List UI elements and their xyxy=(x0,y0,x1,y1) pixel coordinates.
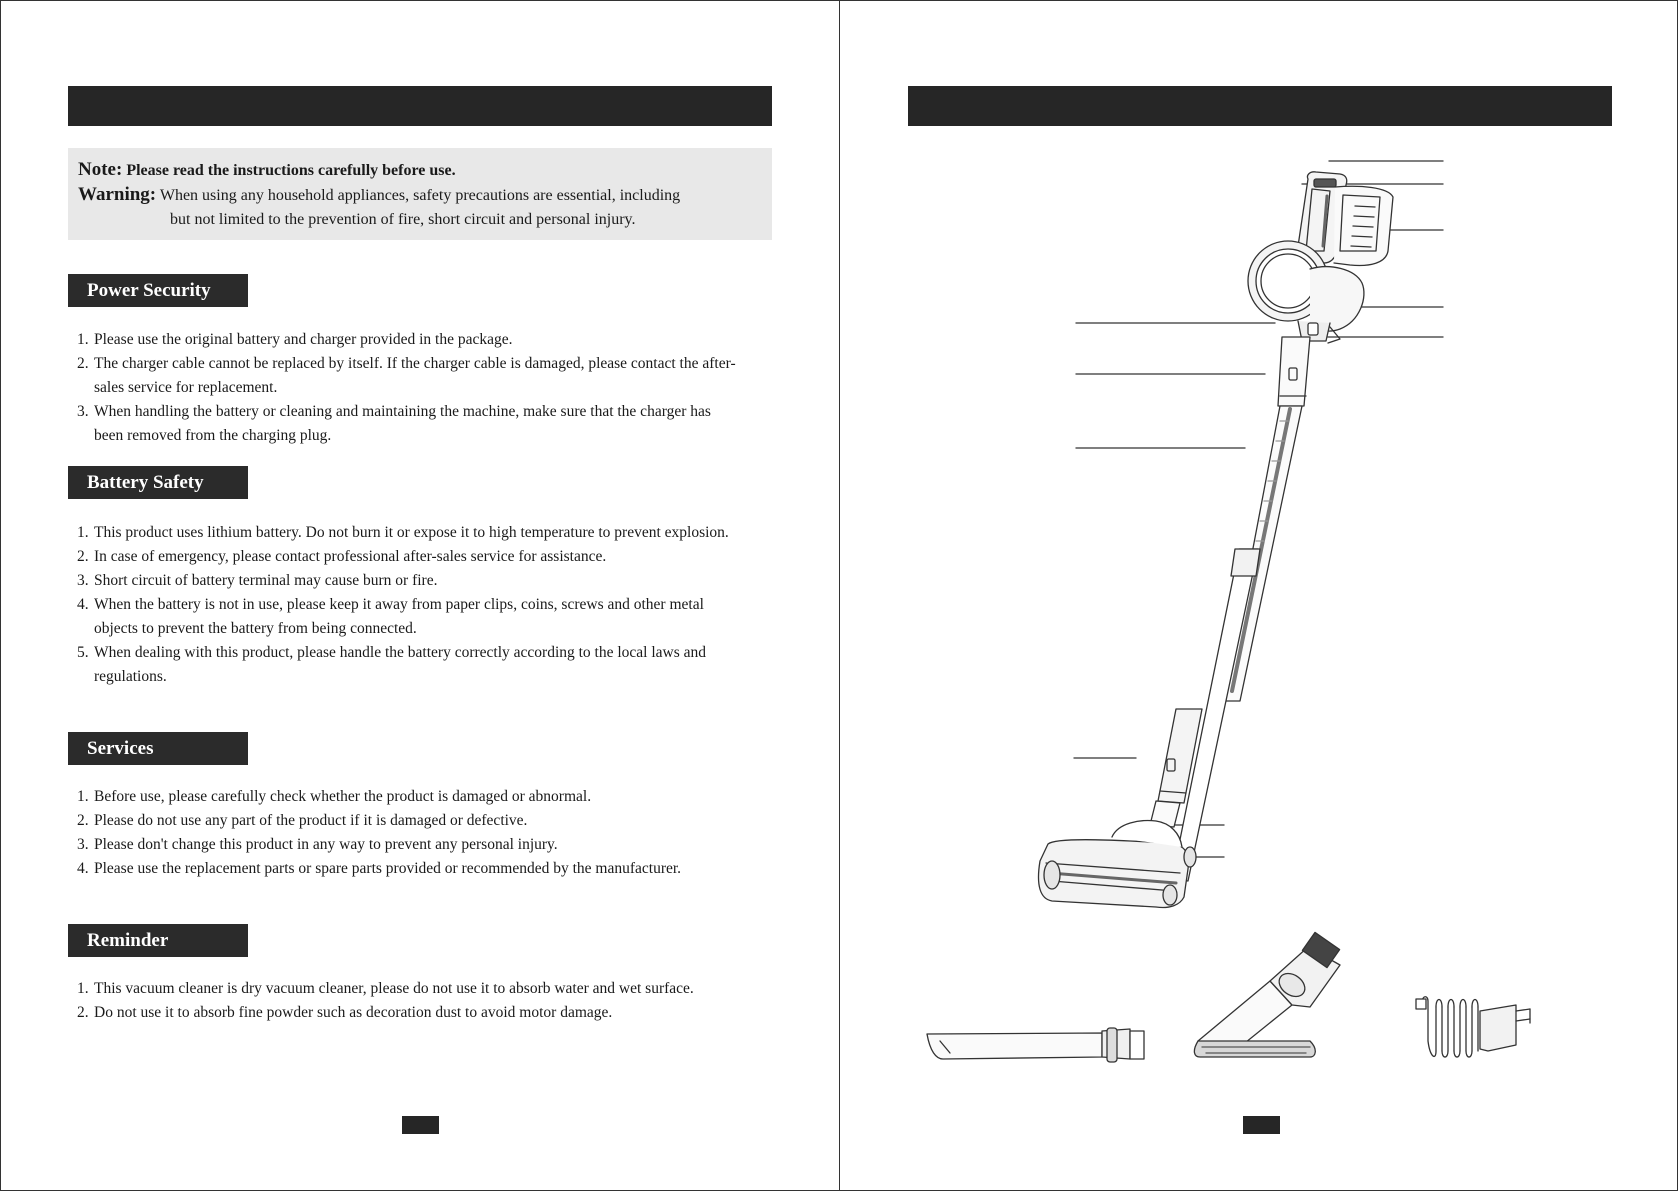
list-item: 1. This product uses lithium battery. Do not burn it or expose it to high temperature to prevent explosion. xyxy=(77,524,729,541)
note-line xyxy=(78,158,762,183)
list-item: 3. Please don't change this product in any way to prevent any personal injury. xyxy=(77,836,558,853)
right-page xyxy=(840,0,1678,1191)
note-label: Note: xyxy=(78,159,123,180)
warning-line-2 xyxy=(78,208,762,232)
warning-label: Warning: xyxy=(78,184,157,205)
right-page-number-badge xyxy=(1243,1116,1280,1134)
tube-connector-icon xyxy=(1278,337,1310,406)
note-box xyxy=(68,148,772,240)
warning-line xyxy=(78,183,762,208)
list-item: 3. Short circuit of battery terminal may cause burn or fire. xyxy=(77,572,438,589)
services-list xyxy=(77,785,737,881)
section-reminder-title: Reminder xyxy=(68,924,248,957)
charger-adapter-icon xyxy=(1416,997,1530,1057)
warning-text-2: but not limited to the prevention of fire, short circuit and personal injury. xyxy=(170,211,636,228)
list-item: 4. When the battery is not in use, please keep it away from paper clips, coins, screws and other metal objects to prevent the battery from being connected. xyxy=(77,596,704,637)
power-security-list xyxy=(77,328,737,448)
list-item: 2. Please do not use any part of the product if it is damaged or defective. xyxy=(77,812,528,829)
reminder-list xyxy=(77,977,737,1025)
dusting-brush-icon xyxy=(1194,932,1340,1057)
list-item: 4. Please use the replacement parts or spare parts provided or recommended by the manufacturer. xyxy=(77,860,682,877)
list-item: 2. Do not use it to absorb fine powder such as decoration dust to avoid motor damage. xyxy=(77,1004,613,1021)
list-item: 3. When handling the battery or cleaning and maintaining the machine, make sure that the charger has been removed from the charging plug. xyxy=(77,403,711,444)
list-item: 5. When dealing with this product, please handle the battery correctly according to the local laws and regulations. xyxy=(77,644,707,685)
floor-brush-icon xyxy=(1039,821,1197,908)
list-item: 1. Please use the original battery and charger provided in the package. xyxy=(77,331,513,348)
left-header-bar xyxy=(68,86,772,126)
vacuum-diagram xyxy=(840,1,1678,1192)
note-text: Please read the instructions carefully before use. xyxy=(126,162,456,179)
section-battery-safety-title: Battery Safety xyxy=(68,466,248,499)
warning-text-1: When using any household appliances, safety precautions are essential, including xyxy=(159,187,681,204)
crevice-tool-icon xyxy=(927,1028,1144,1062)
section-power-security-title: Power Security xyxy=(68,274,248,307)
battery-safety-list xyxy=(77,521,737,689)
list-item: 2. The charger cable cannot be replaced by itself. If the charger cable is damaged, please contact the after-sales service for replacement. xyxy=(77,355,736,396)
list-item: 1. This vacuum cleaner is dry vacuum cleaner, please do not use it to absorb water and wet surface. xyxy=(77,980,694,997)
section-services-title: Services xyxy=(68,732,248,765)
list-item: 2. In case of emergency, please contact professional after-sales service for assistance. xyxy=(77,548,607,565)
left-page-number-badge xyxy=(402,1116,439,1134)
list-item: 1. Before use, please carefully check whether the product is damaged or abnormal. xyxy=(77,788,592,805)
